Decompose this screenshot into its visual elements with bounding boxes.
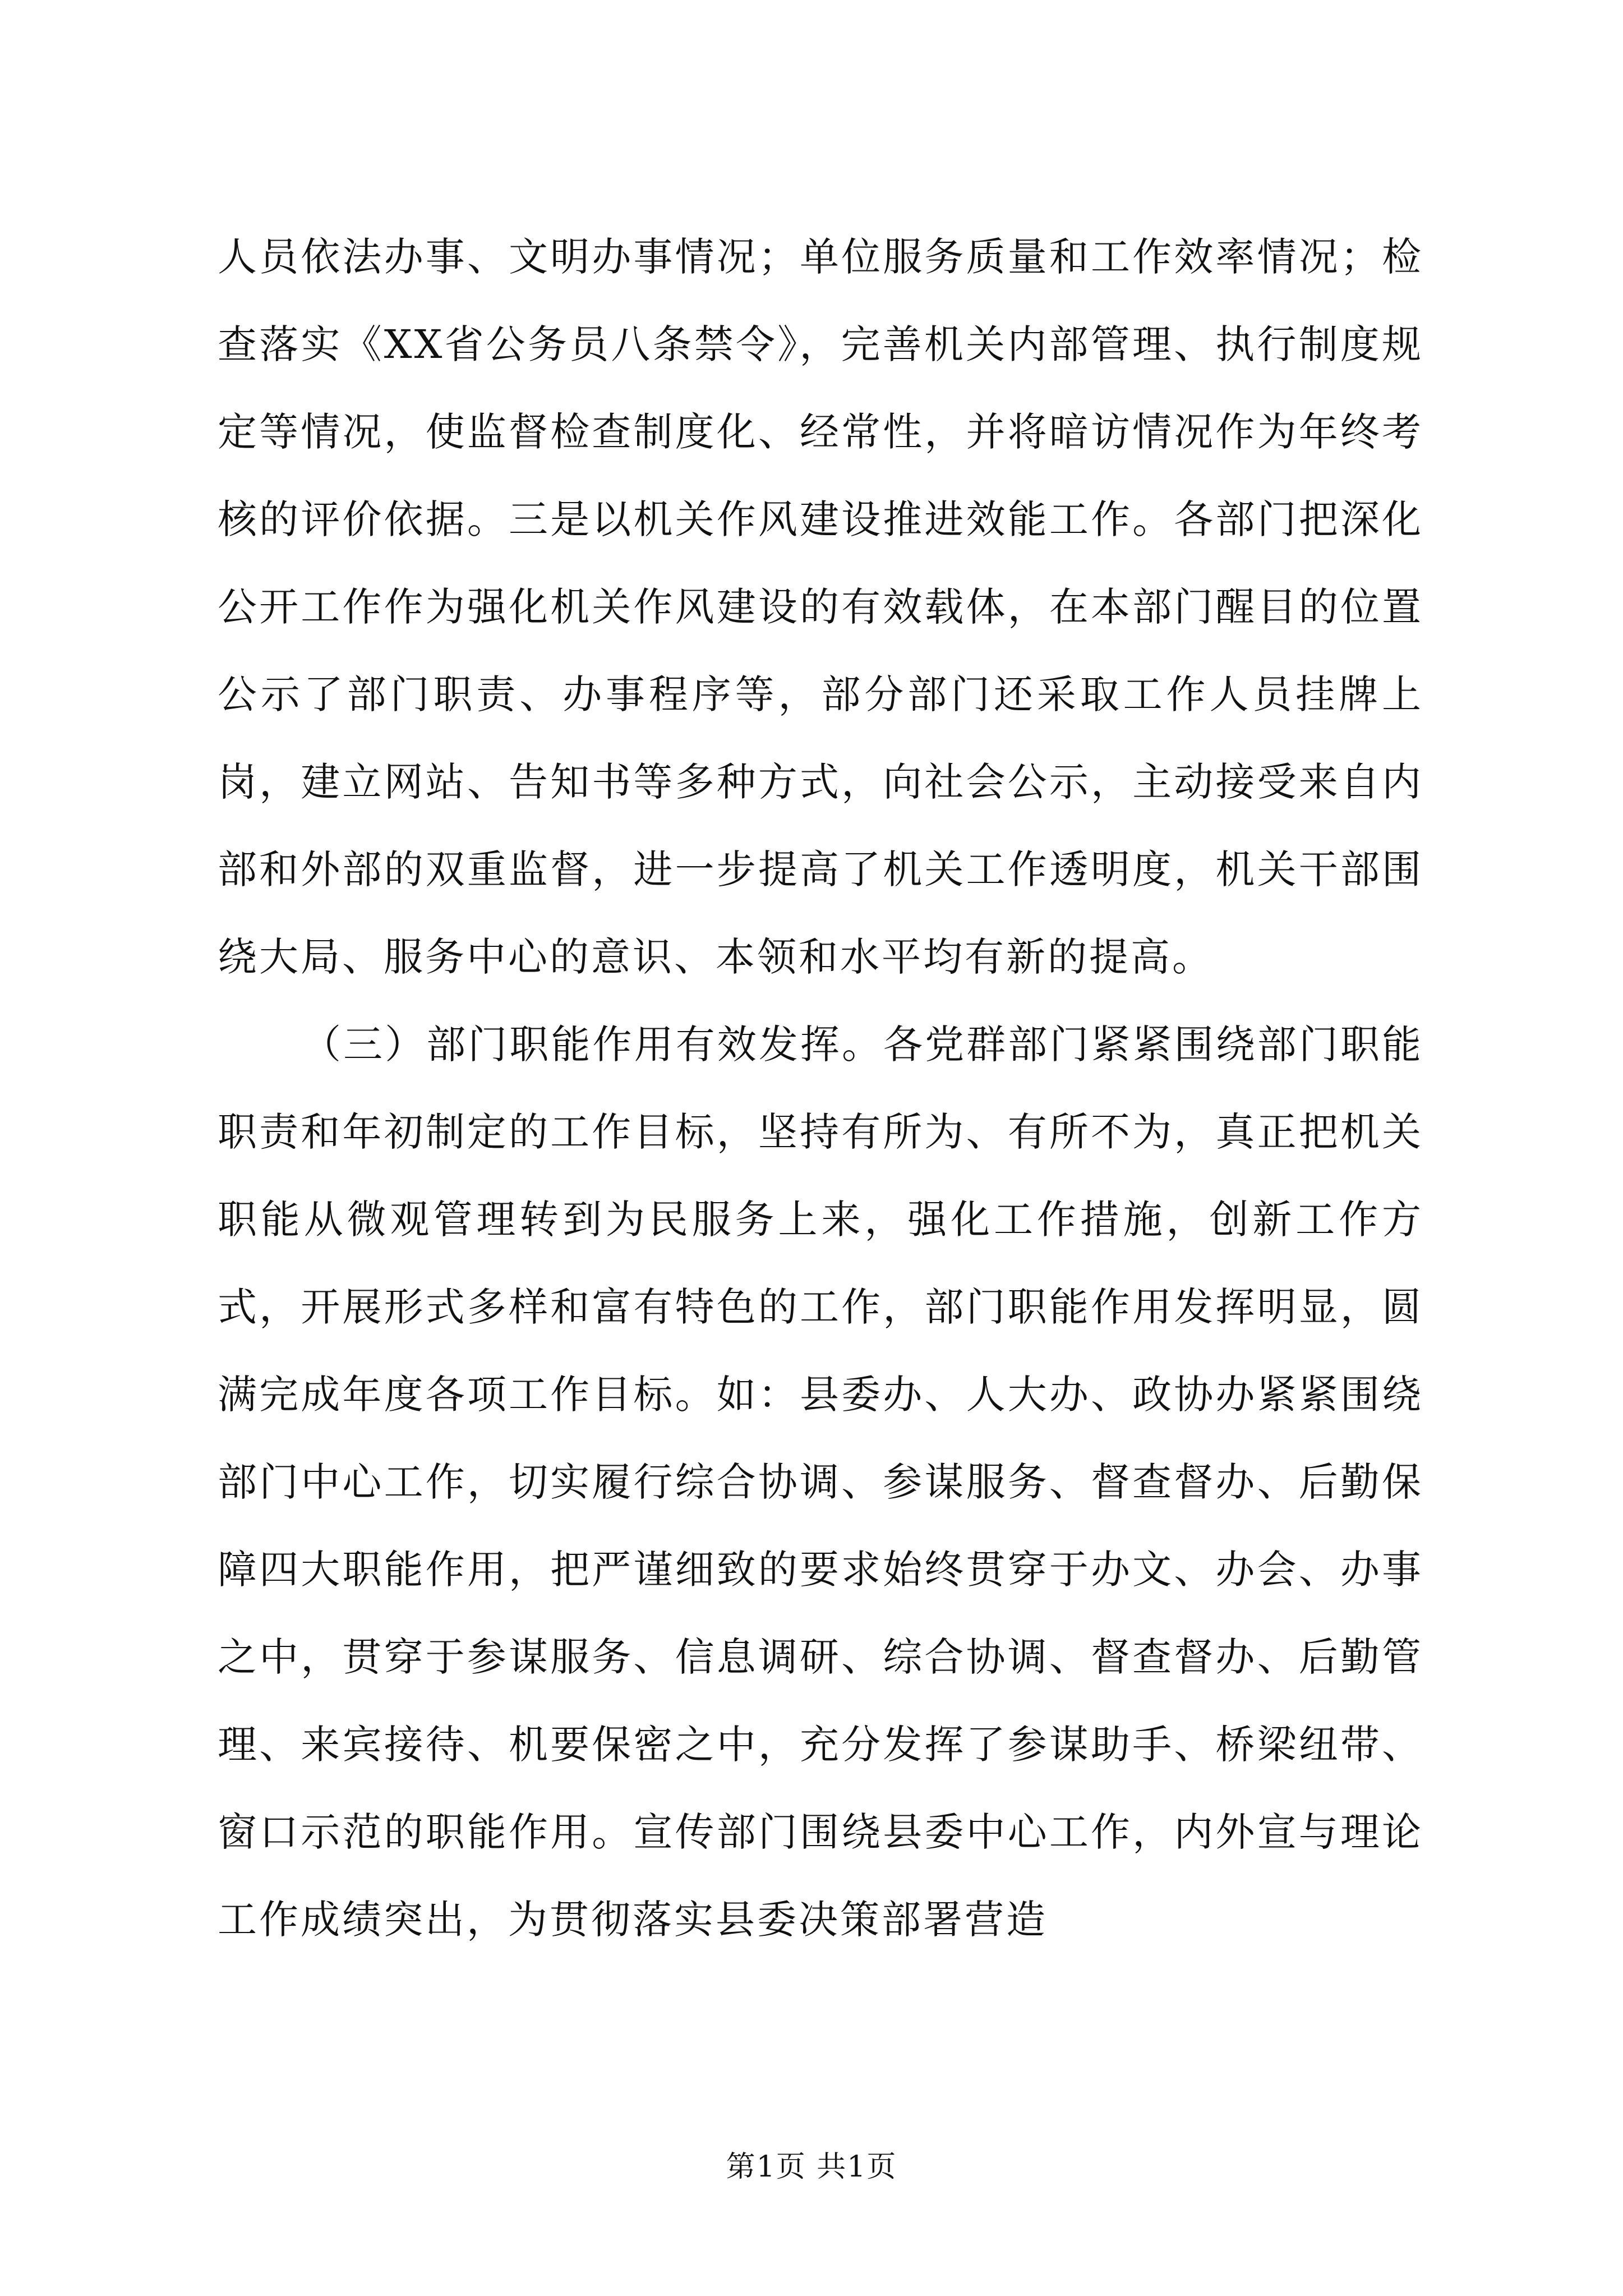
paragraph-2: （三）部门职能作用有效发挥。各党群部门紧紧围绕部门职能职责和年初制定的工作目标，坚持有所为、有所不为，真正把机关职能从微观管理转到为民服务上来，强化工作措施，创新工作方式，开展形式多样和富有特色的工作，部门职能作用发挥明显，圆满完成年度各项工作目标。如：县委办、人大办、政协办紧紧围绕部门中心工作，切实履行综合协调、参谋服务、督查督办、后勤保障四大职能作用，把严谨细致的要求始终贯穿于办文、办会、办事之中，贯穿于参谋服务、信息调研、综合协调、督查督办、后勤管理、来宾接待、机要保密之中，充分发挥了参谋助手、桥梁纽带、窗口示范的职能作用。宣传部门围绕县委中心工作，内外宣与理论工作成绩突出，为贯彻落实县委决策部署营造 — [218, 1022, 1423, 1943]
page-number-footer: 第1页 共1页 — [726, 2150, 897, 2184]
paragraph-1: 人员依法办事、文明办事情况；单位服务质量和工作效率情况；检查落实《XX省公务员八条禁令》，完善机关内部管理、执行制度规定等情况，使监督检查制度化、经常性，并将暗访情况作为年终考核的评价依据。三是以机关作风建设推进效能工作。各部门把深化公开工作作为强化机关作风建设的有效载体，在本部门醒目的位置公示了部门职责、办事程序等，部分部门还采取工作人员挂牌上岗，建立网站、告知书等多种方式，向社会公示，主动接受来自内部和外部的双重监督，进一步提高了机关工作透明度，机关干部围绕大局、服务中心的意识、本领和水平均有新的提高。 — [218, 234, 1423, 980]
document-body — [218, 213, 1423, 1963]
